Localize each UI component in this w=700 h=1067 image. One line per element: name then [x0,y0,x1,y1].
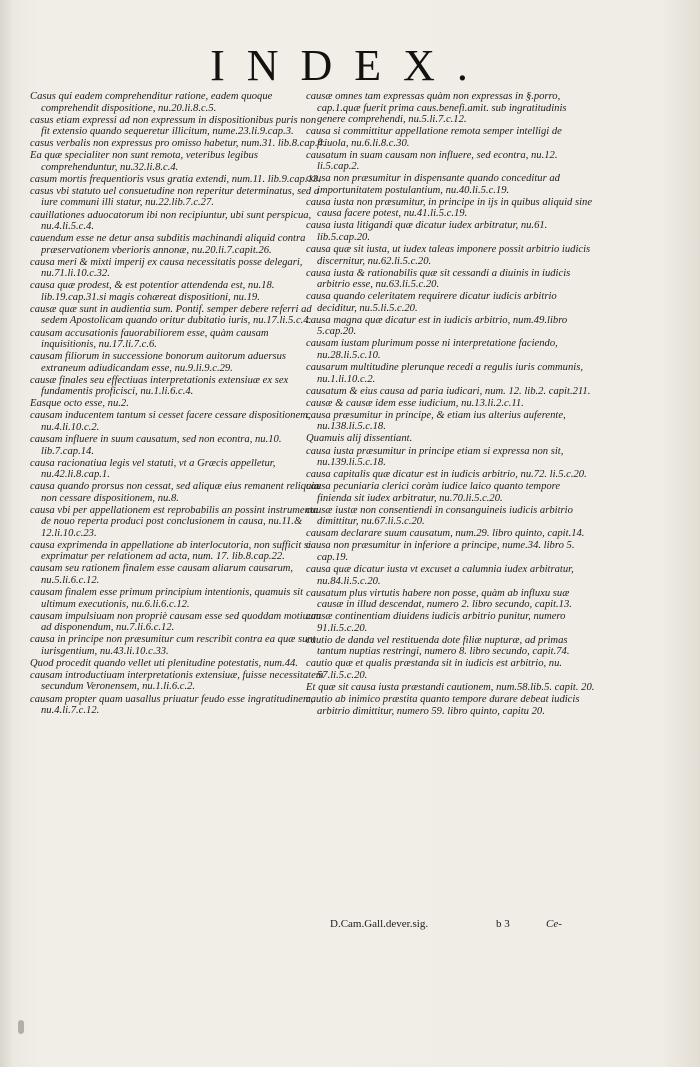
index-entry: causatum & eius causa ad paria iudicari, num. 12. lib.2. capit.211. [306,385,591,397]
index-entry: causarum multitudine plerunque recedi a regulis iuris communis, nu.1.li.10.c.2. [306,362,583,385]
index-entry: causatum plus virtutis habere non posse, quàm ab influxu suæ causæ in illud descendat, numero 2. libro secundo, capit.13. [306,587,572,611]
index-entry: causam declarare suum causatum, num.29. libro quinto, capit.14. [306,528,585,540]
index-entry: causa capitalis quæ dicatur est in iudicis arbitrio, nu.72. li.5.c.20. [306,469,587,481]
index-entry: causa non præsumitur in inferiore a principe, nume.34. libro 5. cap.19. [306,540,575,563]
index-entry: causam inducentem tantum si cesset facere cessare dispositionem, nu.4.li.10.c.2. [30,410,311,433]
index-entry: causa meri & mixti imperij ex causa necessitatis posse delegari, nu.71.li.10.c.32. [30,256,303,280]
index-entry: casus verbalis non expressus pro omisso habetur, num.31. lib.8.cap.4. [30,138,326,150]
index-entry: cautio de danda vel restituenda dote filiæ nupturæ, ad primas tantum nuptias restringi, numero 8. libro secundo, capit.74. [306,634,570,658]
index-entry: causa iusta præsumitur in principe etiam si expressa non sit, nu.139.li.5.c.18. [306,445,564,468]
index-entry: Et quæ sit causa iusta præstandi cautionem, num.58.lib.5. capit. 20. [306,682,595,694]
index-entry: cauendum esse ne detur ansa subditis machinandi aliquid contra præservationem vberioris annonæ, nu.20.li.7.capit.26. [30,233,306,256]
sheet-signature-mark: b 3 [496,918,510,930]
index-entry: causa magna quæ dicatur est in iudicis arbitrio, num.49.libro 5.cap.20. [306,314,568,338]
index-entry: causa quæ sit iusta, ut iudex taleas imponere possit arbitrio iudicis discernitur, nu.62.li.5.c.20. [306,244,591,267]
index-entry: Ea quæ specialiter non sunt remota, veteribus legibus comprehenduntur, nu.32.li.8.c.4. [30,150,258,173]
index-entry: causa præsumitur in principe, & etiam ius alterius auferente, nu.138.li.5.c.18. [306,409,566,433]
index-entry: causam influere in suum causatum, sed non econtra, nu.10. lib.7.cap.14. [30,434,282,457]
index-entry: causa racionatiua legis vel statuti, vt a Græcis appelletur, nu.42.li.8.cap.1. [30,457,276,481]
index-entry: causæ quæ sunt in audientia sum. Pontif. semper debere referri ad sedem Apostolicam quando oritur dubitatio iuris, nu.17.li.5.c.4. [30,303,312,327]
index-entry: causatum in suam causam non influere, sed econtra, nu.12. li.5.cap.2. [306,149,558,173]
index-entry: causam seu rationem finalem esse causam aliarum causarum, nu.5.li.6.c.12. [30,563,294,586]
index-entry: Casus qui eadem comprehenditur ratione, eadem quoque comprehendit dispositione, nu.20.li.8.c.5. [30,91,273,114]
index-entry: causæ iustæ non consentiendi in consanguineis iudicis arbitrio dimittitur, nu.67.li.5.c.20. [306,504,573,528]
index-entry: Quamuis alij dissentiant. [306,433,413,445]
index-entry: causa pecuniaria clerici coràm iudice laico quanto tempore finienda sit iudex arbitratur, nu.70.li.5.c.20. [306,481,561,504]
index-entry: Quod procedit quando vellet uti plenitudine potestatis, num.44. [30,657,298,669]
index-entry: causam introductiuam interpretationis extensiuæ, fuisse necessitatem secundum Veronensem, nu.1.li.6.c.2. [30,669,324,693]
page-title: INDEX. [210,41,490,90]
index-entry: casus vbi statuto uel consuetudine non reperitur determinatus, sed a iure communi illi statur, nu.22.lib.7.c.27. [30,185,320,209]
index-entry: causa iusta & rationabilis quæ sit cessandi a diuinis in iudicis arbitrio esse, nu.63.li.5.c.20. [306,267,571,291]
index-entry: causa in principe non præsumitur cum rescribit contra ea quæ sunt iurisgentium, nu.43.li.10.c.33. [30,634,316,657]
index-entry: cautio ab inimico præstita quanto tempore durare debeat iudicis arbitrio dimittitur, numero 59. libro quinto, capitu 20. [306,694,580,717]
right-column [306,91,596,718]
index-entry: cautio quæ et qualis præstanda sit in iudicis est arbitrio, nu. 57.li.5.c.20. [306,658,563,681]
index-entry: causam impulsiuam non propriè causam esse sed quoddam motiuum ad disponendum, nu.7.li.6.c.12. [30,610,321,634]
index-entry: causa si committitur appellatione remota semper intelligi de friuola, nu.6.li.8.c.30. [306,126,562,149]
index-entry: causam finalem esse primum principium intentionis, quamuis sit ultimum executionis, nu.6.li.6.c.12. [30,587,304,610]
index-entry: causam accusationis fauorabiliorem esse, quàm causam inquisitionis, nu.17.li.7.c.6. [30,327,269,351]
index-entry: causam filiorum in successione bonorum auitorum aduersus extraneum adiudicandam esse, nu.9.li.9.c.29. [30,351,287,374]
catchword: Ce- [546,918,562,930]
index-entry: causa vbi per appellationem est reprobabilis an possint instrumenta de nouo reperta produci post conclusionem in causa, nu.11.& 12.li.10.c.23. [30,504,319,539]
index-entry: causæ & causæ idem esse iudicium, nu.13.li.2.c.11. [306,397,524,409]
index-entry: causæ finales seu effectiuas interpretationis extensiuæ ex sex fundamentis proficisci, nu.1.li.6.c.4. [30,374,289,398]
index-entry: causa exprimenda in appellatione ab interlocutoria, non sufficit si exprimatur per relationem ad acta, num. 17. lib.8.cap.22. [30,539,311,563]
index-entry: causa iusta litigandi quæ dicatur iudex arbitratur, nu.61. lib.5.cap.20. [306,220,548,243]
index-entry: causa iusta non præsumitur, in principe in ijs in quibus aliquid sine causa facere potest, nu.41.li.5.c.19. [306,196,593,220]
index-entry: causam iustam plurimum posse ni interpretatione faciendo, nu.28.li.5.c.10. [306,338,558,361]
index-entry: causæ continentiam diuidens iudicis arbitrio punitur, numero 91.li.5.c.20. [306,611,566,634]
index-entry: causa quæ prodest, & est potentior attendenda est, nu.18. lib.19.cap.31.si magis cohæreat dispositioni, nu.19. [30,280,275,303]
index-entry: causa quando prorsus non cessat, sed aliquæ eius remanent reliquiæ non cessare dispositionem, nu.8. [30,481,322,504]
index-entry: cauillationes aduocatorum ibi non recipiuntur, ubi sunt perspicua, nu.4.li.5.c.4. [30,209,312,233]
index-entry: causa non præsumitur in dispensante quando conceditur ad importunitatem postulantium, nu.40.li.5.c.19. [306,173,560,196]
index-entry: casum mortis frequentioris vsus gratia extendi, num.11. lib.9.cap.13. [30,173,321,185]
left-column [30,91,326,717]
index-entry: casus etiam expressi ad non expressum in dispositionibus puris non fit extensio quando sequeretur illicitum, nume.23.li.9.cap.3. [30,114,317,138]
index-entry: Easque octo esse, nu.2. [30,398,129,410]
index-entry: causa quando celeritatem requirere dicatur iudicis arbitrio deciditur, nu.5.li.5.c.20. [306,291,557,314]
index-entry: causæ omnes tam expressas quàm non expressas in §.porro, cap.1.quæ fuerit prima caus.benefi.amit. sub ingratitudinis genere comprehendi, nu.5.li.7.c.12. [306,91,567,125]
index-entry: causa quæ dicatur iusta vt excuset a calumnia iudex arbitratur, nu.84.li.5.c.20. [306,564,574,587]
printer-signature: D.Cam.Gall.dever.sig. [330,918,429,930]
index-entry: causam propter quam uasallus priuatur feudo esse ingratitudinem, nu.4.li.7.c.12. [30,693,314,717]
ink-smudge [18,1020,24,1034]
